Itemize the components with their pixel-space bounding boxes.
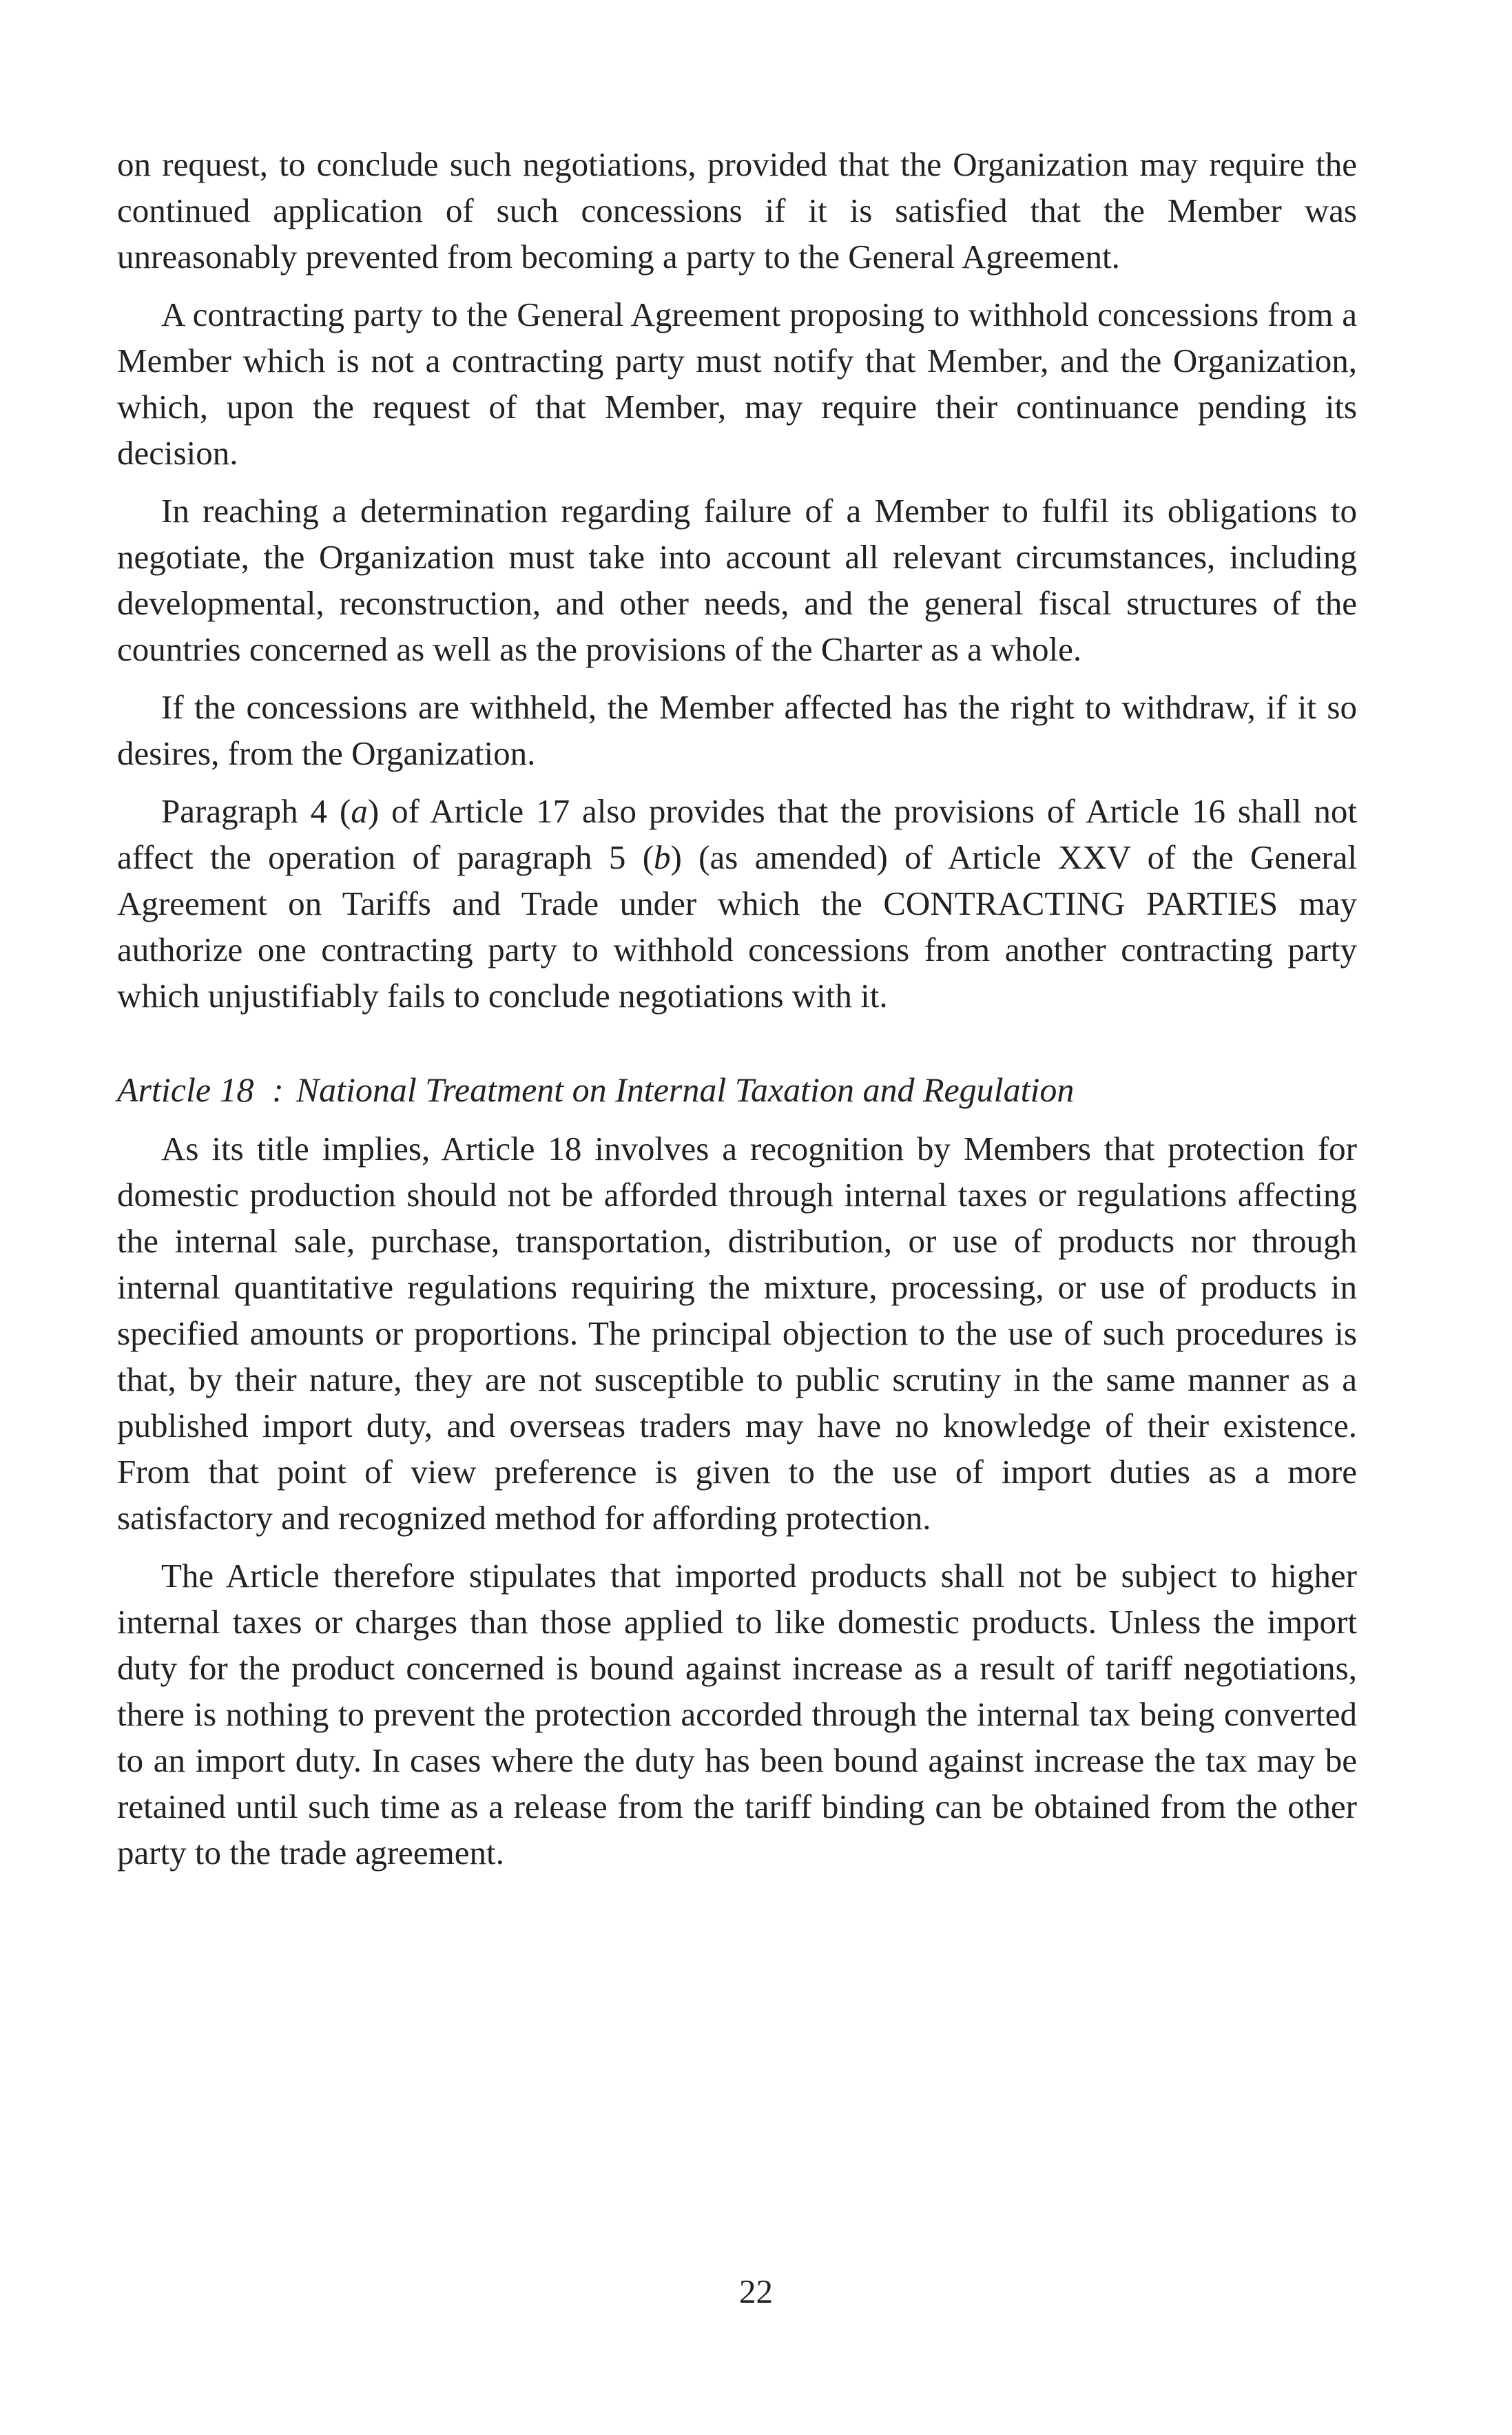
article17-text-part3: ) (as amended) of Article XXV of the General Agreement on Tariffs and Trade under which the CONTRACTING PARTIES may authorize one contracting party to withhold concessions from another contracting party which unjustifiably fails to conclude negotiations with it. [117,838,1357,1015]
document-page [117,141,1357,1887]
heading-title: National Treatment on Internal Taxation and Regulation [296,1070,1075,1109]
paragraph-continuation: on request, to conclude such negotiations, provided that the Organization may require the continued application of such concessions if it is satisfied that the Member was unreasonably prevented from becoming a party to the General Agreement. [117,145,1357,276]
heading-label: Article 18 [117,1070,254,1109]
heading-separator: : [272,1070,284,1109]
paragraph-title-implies: As its title implies, Article 18 involves a recognition by Members that protection for domestic production should not be afforded through internal taxes or regulations affecting the internal sale, purchase, transportation, distribution, or use of products nor through internal quantitative regulations requiring the mixture, processing, or use of products in specified amounts or proportions. The principal objection to the use of such procedures is that, by their nature, they are not susceptible to public scrutiny in the same manner as a published import duty, and overseas traders may have no knowledge of their existence. From that point of view preference is given to the use of import duties as a more satisfactory and recognized method for affording protection. [117,1130,1357,1537]
paragraph-withhold-notice: A contracting party to the General Agreement proposing to withhold concessions from a Member which is not a contracting party must notify that Member, and the Organization, which, upon the request of that Member, may require their continuance pending its decision. [117,296,1357,472]
article17-em-b: b [654,838,671,876]
paragraph-withdraw-right: If the concessions are withheld, the Member affected has the right to withdraw, if it so desires, from the Organization. [117,688,1357,772]
paragraph-article-17 [117,788,1357,1019]
article17-em-a: a [351,792,368,830]
paragraph-stipulates: The Article therefore stipulates that imported products shall not be subject to higher internal taxes or charges than those applied to like domestic products. Unless the import duty for the product concerned is bound against increase as a result of tariff negotiations, there is nothing to prevent the protection accorded through the internal tax being converted to an import duty. In cases where the duty has been bound against increase the tax may be retained until such time as a release from the tariff binding can be obtained from the other party to the trade agreement. [117,1557,1357,1872]
article17-text-part1: Paragraph 4 ( [161,792,351,830]
article17-text-part2: ) of Article 17 also provides that the provisions of Article 16 shall not affect the operation of paragraph 5 ( [117,792,1357,876]
section-heading [117,1067,1357,1113]
paragraph-determination: In reaching a determination regarding failure of a Member to fulfil its obligations to negotiate, the Organization must take into account all relevant circumstances, including developmental, reconstruction, and other needs, and the general fiscal structures of the countries concerned as well as the provisions of the Charter as a whole. [117,492,1357,668]
page-number: 22 [739,2272,773,2310]
